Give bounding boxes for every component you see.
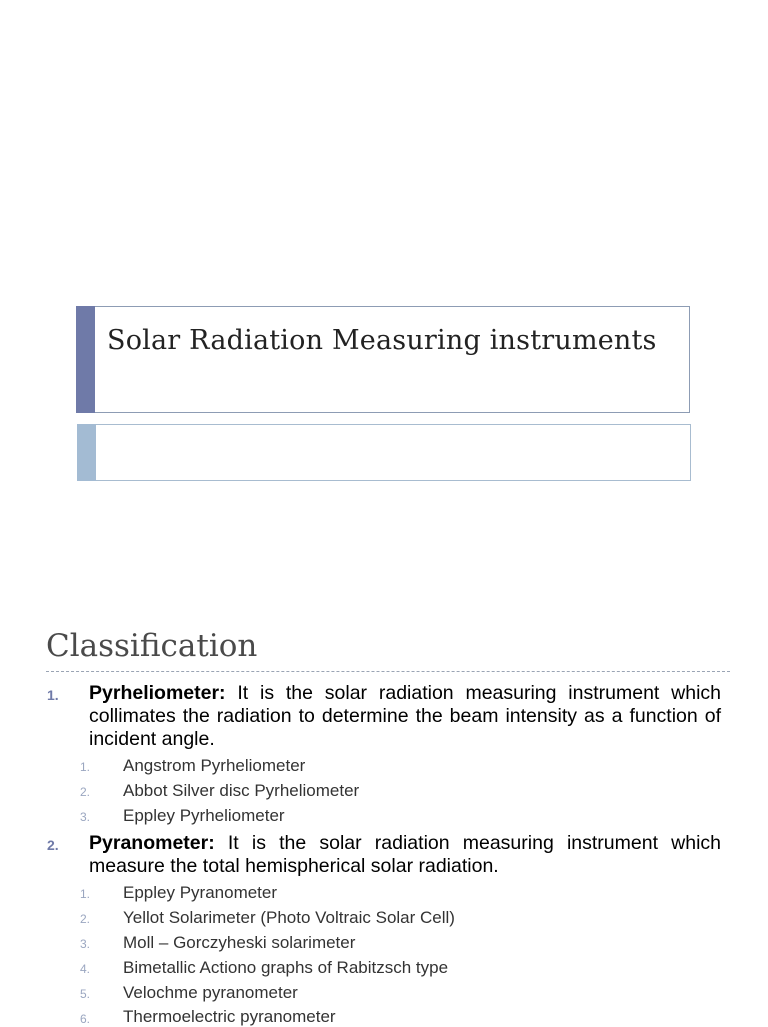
- title-accent-bar: [76, 306, 95, 413]
- sub-list-item: Abbot Silver disc Pyrheliometer: [123, 781, 360, 800]
- term-label: Pyranometer:: [89, 832, 215, 854]
- list-number: 1.: [47, 687, 59, 703]
- sub-list-number: 3.: [80, 937, 91, 951]
- subtitle-box: [77, 424, 691, 481]
- sub-list-number: 3.: [80, 810, 91, 824]
- subtitle-accent-bar: [77, 424, 96, 481]
- section-heading: Classification: [46, 628, 258, 664]
- sub-list-number: 1.: [80, 760, 91, 774]
- title-box: [76, 306, 690, 413]
- list-number: 2.: [47, 837, 59, 853]
- sub-list-item: Bimetallic Actiono graphs of Rabitzsch type: [123, 958, 449, 977]
- term-description: It is the solar radiation measuring instrument which collimates the radiation to determine the beam intensity as a function of incident angle.: [89, 682, 721, 750]
- sub-list-item: Thermoelectric pyranometer: [123, 1007, 336, 1026]
- sub-list-number: 5.: [80, 987, 91, 1001]
- term-description: It is the solar radiation measuring instrument which measure the total hemispherical solar radiation.: [89, 832, 721, 877]
- sub-list-item: Angstrom Pyrheliometer: [123, 756, 306, 775]
- sub-list-item: Eppley Pyrheliometer: [123, 806, 285, 825]
- sub-list-item: Velochme pyranometer: [123, 983, 298, 1002]
- sub-list-number: 2.: [80, 912, 91, 926]
- sub-list-number: 2.: [80, 785, 91, 799]
- sub-list-number: 4.: [80, 962, 91, 976]
- sub-list-number: 1.: [80, 887, 91, 901]
- term-label: Pyrheliometer:: [89, 682, 226, 704]
- sub-list-item: Moll – Gorczyheski solarimeter: [123, 933, 356, 952]
- sub-list-number: 6.: [80, 1012, 91, 1026]
- list-item-pyrheliometer: [89, 682, 721, 751]
- heading-divider: [46, 671, 730, 672]
- list-item-pyranometer: [89, 832, 721, 878]
- sub-list-item: Yellot Solarimeter (Photo Voltraic Solar Cell): [123, 908, 455, 927]
- sub-list-item: Eppley Pyranometer: [123, 883, 278, 902]
- slide-title: Solar Radiation Measuring instruments: [107, 325, 657, 356]
